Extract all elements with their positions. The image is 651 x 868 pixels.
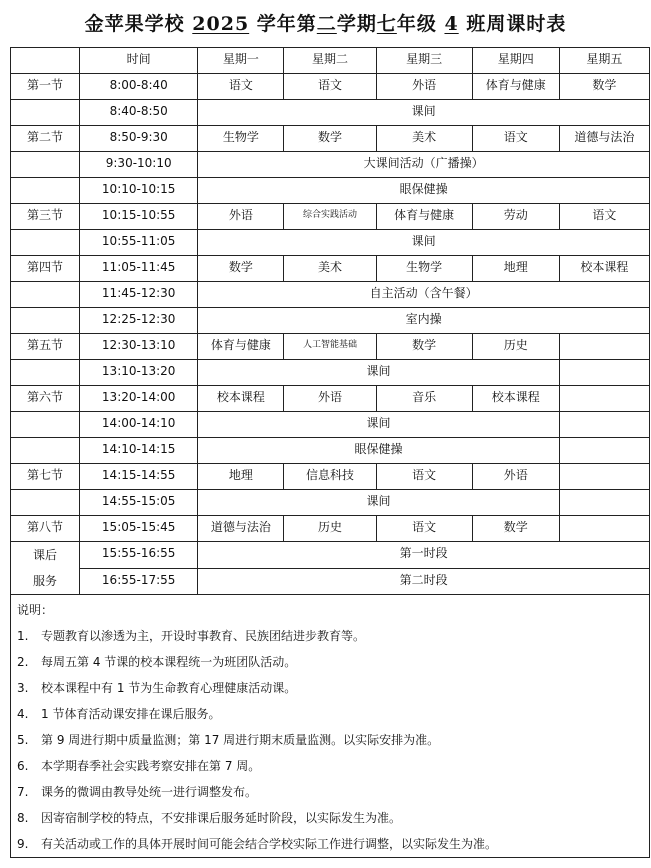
time-cell: 10:55-11:05 bbox=[80, 230, 198, 256]
subject-cell: 音乐 bbox=[376, 386, 472, 412]
note-text: 有关活动或工作的具体开展时间可能会结合学校实际工作进行调整，以实际发生为准。 bbox=[41, 837, 498, 851]
time-cell: 14:15-14:55 bbox=[80, 464, 198, 490]
timetable bbox=[10, 47, 650, 858]
activity-cell: 课间 bbox=[198, 360, 560, 386]
table-row bbox=[11, 360, 650, 386]
header-day-wednesday: 星期三 bbox=[376, 48, 472, 74]
note-item bbox=[17, 649, 649, 675]
note-text: 第 9 周进行期中质量监测；第 17 周进行期末质量监测。以实际安排为准。 bbox=[41, 733, 440, 747]
title-year: 2025 bbox=[192, 13, 250, 35]
subject-cell: 语文 bbox=[284, 74, 376, 100]
note-number: 8. bbox=[17, 811, 29, 825]
subject-cell: 语文 bbox=[376, 464, 472, 490]
table-row bbox=[11, 204, 650, 230]
note-number: 4. bbox=[17, 707, 29, 721]
subject-cell: 美术 bbox=[284, 256, 376, 282]
time-cell: 16:55-17:55 bbox=[80, 568, 198, 595]
subject-cell: 道德与法治 bbox=[198, 516, 284, 542]
notes-heading: 说明： bbox=[17, 603, 54, 617]
time-cell: 8:00-8:40 bbox=[80, 74, 198, 100]
title-text: 年级 bbox=[396, 13, 445, 35]
activity-cell: 第一时段 bbox=[198, 542, 650, 569]
subject-cell: 数学 bbox=[472, 516, 559, 542]
table-row bbox=[11, 438, 650, 464]
subject-cell: 地理 bbox=[472, 256, 559, 282]
subject-cell: 劳动 bbox=[472, 204, 559, 230]
table-row bbox=[11, 490, 650, 516]
subject-cell: 体育与健康 bbox=[198, 334, 284, 360]
title-text: 班周课时表 bbox=[458, 13, 567, 35]
subject-cell: 地理 bbox=[198, 464, 284, 490]
period-label bbox=[11, 438, 80, 464]
time-cell: 9:30-10:10 bbox=[80, 152, 198, 178]
period-label bbox=[11, 100, 80, 126]
title-text: 学期 bbox=[336, 13, 377, 35]
empty-cell bbox=[559, 490, 649, 516]
note-item bbox=[17, 831, 649, 857]
title-grade: 七 bbox=[376, 13, 397, 35]
note-text: 每周五第 4 节课的校本课程统一为班团队活动。 bbox=[41, 655, 297, 669]
period-label bbox=[11, 412, 80, 438]
period-label: 第一节 bbox=[11, 74, 80, 100]
title-text: 学年第 bbox=[249, 13, 317, 35]
period-label: 第八节 bbox=[11, 516, 80, 542]
table-row bbox=[11, 74, 650, 100]
after-school-row bbox=[11, 542, 650, 569]
time-cell: 11:45-12:30 bbox=[80, 282, 198, 308]
subject-cell: 语文 bbox=[559, 204, 649, 230]
period-label: 第六节 bbox=[11, 386, 80, 412]
period-label bbox=[11, 282, 80, 308]
activity-cell: 课间 bbox=[198, 412, 560, 438]
activity-cell: 课间 bbox=[198, 490, 560, 516]
subject-cell: 数学 bbox=[284, 126, 376, 152]
period-label bbox=[11, 308, 80, 334]
time-cell: 12:30-13:10 bbox=[80, 334, 198, 360]
note-item bbox=[17, 753, 649, 779]
header-day-tuesday: 星期二 bbox=[284, 48, 376, 74]
subject-cell: 人工智能基础 bbox=[284, 334, 376, 360]
table-row bbox=[11, 178, 650, 204]
subject-cell: 数学 bbox=[198, 256, 284, 282]
subject-cell: 语文 bbox=[376, 516, 472, 542]
note-number: 9. bbox=[17, 837, 29, 851]
time-cell: 14:10-14:15 bbox=[80, 438, 198, 464]
activity-cell: 课间 bbox=[198, 230, 650, 256]
activity-cell: 眼保健操 bbox=[198, 178, 650, 204]
time-cell: 14:00-14:10 bbox=[80, 412, 198, 438]
header-day-monday: 星期一 bbox=[198, 48, 284, 74]
note-number: 2. bbox=[17, 655, 29, 669]
table-row bbox=[11, 412, 650, 438]
header-day-thursday: 星期四 bbox=[472, 48, 559, 74]
header-row bbox=[11, 48, 650, 74]
empty-cell bbox=[559, 412, 649, 438]
table-row bbox=[11, 100, 650, 126]
table-row bbox=[11, 230, 650, 256]
subject-cell bbox=[559, 516, 649, 542]
after-school-row bbox=[11, 568, 650, 595]
activity-cell: 大课间活动（广播操） bbox=[198, 152, 650, 178]
header-time-cell: 时间 bbox=[80, 48, 198, 74]
time-cell: 15:55-16:55 bbox=[80, 542, 198, 569]
notes-section bbox=[11, 595, 650, 858]
note-item bbox=[17, 727, 649, 753]
note-item bbox=[17, 675, 649, 701]
subject-cell: 数学 bbox=[559, 74, 649, 100]
time-cell: 8:50-9:30 bbox=[80, 126, 198, 152]
note-number: 3. bbox=[17, 681, 29, 695]
note-text: 因寄宿制学校的特点，不安排课后服务延时阶段，以实际发生为准。 bbox=[41, 811, 402, 825]
subject-cell: 生物学 bbox=[198, 126, 284, 152]
period-label: 第三节 bbox=[11, 204, 80, 230]
note-number: 6. bbox=[17, 759, 29, 773]
table-row bbox=[11, 464, 650, 490]
subject-cell: 历史 bbox=[472, 334, 559, 360]
table-row bbox=[11, 152, 650, 178]
subject-cell: 美术 bbox=[376, 126, 472, 152]
note-item bbox=[17, 805, 649, 831]
period-label bbox=[11, 230, 80, 256]
subject-cell: 信息科技 bbox=[284, 464, 376, 490]
time-cell: 13:10-13:20 bbox=[80, 360, 198, 386]
period-label: 第七节 bbox=[11, 464, 80, 490]
period-label: 第四节 bbox=[11, 256, 80, 282]
header-period-cell bbox=[11, 48, 80, 74]
subject-cell: 语文 bbox=[472, 126, 559, 152]
note-text: 课务的微调由教导处统一进行调整发布。 bbox=[41, 785, 258, 799]
note-text: 专题教育以渗透为主，开设时事教育、民族团结进步教育等。 bbox=[41, 629, 366, 643]
subject-cell: 数学 bbox=[376, 334, 472, 360]
time-cell: 12:25-12:30 bbox=[80, 308, 198, 334]
note-text: 校本课程中有 1 节为生命教育心理健康活动课。 bbox=[41, 681, 297, 695]
activity-cell: 眼保健操 bbox=[198, 438, 560, 464]
time-cell: 13:20-14:00 bbox=[80, 386, 198, 412]
period-label: 第五节 bbox=[11, 334, 80, 360]
time-cell: 10:10-10:15 bbox=[80, 178, 198, 204]
subject-cell bbox=[559, 386, 649, 412]
period-label: 第二节 bbox=[11, 126, 80, 152]
title-term: 二 bbox=[316, 13, 337, 35]
table-row bbox=[11, 282, 650, 308]
empty-cell bbox=[559, 438, 649, 464]
activity-cell: 课间 bbox=[198, 100, 650, 126]
header-day-friday: 星期五 bbox=[559, 48, 649, 74]
note-item bbox=[17, 779, 649, 805]
empty-cell bbox=[559, 360, 649, 386]
subject-cell: 道德与法治 bbox=[559, 126, 649, 152]
subject-cell: 校本课程 bbox=[472, 386, 559, 412]
time-cell: 10:15-10:55 bbox=[80, 204, 198, 230]
note-number: 5. bbox=[17, 733, 29, 747]
table-row bbox=[11, 334, 650, 360]
time-cell: 14:55-15:05 bbox=[80, 490, 198, 516]
activity-cell: 室内操 bbox=[198, 308, 650, 334]
table-row bbox=[11, 516, 650, 542]
after-school-label bbox=[11, 542, 80, 595]
subject-cell: 生物学 bbox=[376, 256, 472, 282]
period-label bbox=[11, 360, 80, 386]
time-cell: 8:40-8:50 bbox=[80, 100, 198, 126]
period-label bbox=[11, 490, 80, 516]
table-row bbox=[11, 256, 650, 282]
subject-cell: 体育与健康 bbox=[376, 204, 472, 230]
notes-row bbox=[11, 595, 650, 858]
subject-cell: 外语 bbox=[472, 464, 559, 490]
note-text: 本学期春季社会实践考察安排在第 7 周。 bbox=[41, 759, 261, 773]
activity-cell: 第二时段 bbox=[198, 568, 650, 595]
subject-cell: 体育与健康 bbox=[472, 74, 559, 100]
table-row bbox=[11, 386, 650, 412]
subject-cell: 外语 bbox=[376, 74, 472, 100]
table-row bbox=[11, 126, 650, 152]
subject-cell: 综合实践活动 bbox=[284, 204, 376, 230]
note-text: 1 节体育活动课安排在课后服务。 bbox=[41, 707, 221, 721]
subject-cell: 语文 bbox=[198, 74, 284, 100]
period-label bbox=[11, 178, 80, 204]
title-class-number: 4 bbox=[444, 13, 459, 35]
subject-cell: 外语 bbox=[284, 386, 376, 412]
subject-cell: 校本课程 bbox=[198, 386, 284, 412]
subject-cell: 外语 bbox=[198, 204, 284, 230]
after-school-label-line2: 服务 bbox=[33, 574, 58, 588]
table-row bbox=[11, 308, 650, 334]
activity-cell: 自主活动（含午餐） bbox=[198, 282, 650, 308]
subject-cell bbox=[559, 334, 649, 360]
after-school-label-line1: 课后 bbox=[33, 548, 58, 562]
page-title bbox=[0, 9, 651, 36]
time-cell: 11:05-11:45 bbox=[80, 256, 198, 282]
period-label bbox=[11, 152, 80, 178]
note-number: 7. bbox=[17, 785, 29, 799]
subject-cell: 校本课程 bbox=[559, 256, 649, 282]
note-number: 1. bbox=[17, 629, 29, 643]
note-item bbox=[17, 623, 649, 649]
time-cell: 15:05-15:45 bbox=[80, 516, 198, 542]
note-item bbox=[17, 701, 649, 727]
title-prefix: 金苹果学校 bbox=[84, 13, 193, 35]
subject-cell bbox=[559, 464, 649, 490]
subject-cell: 历史 bbox=[284, 516, 376, 542]
